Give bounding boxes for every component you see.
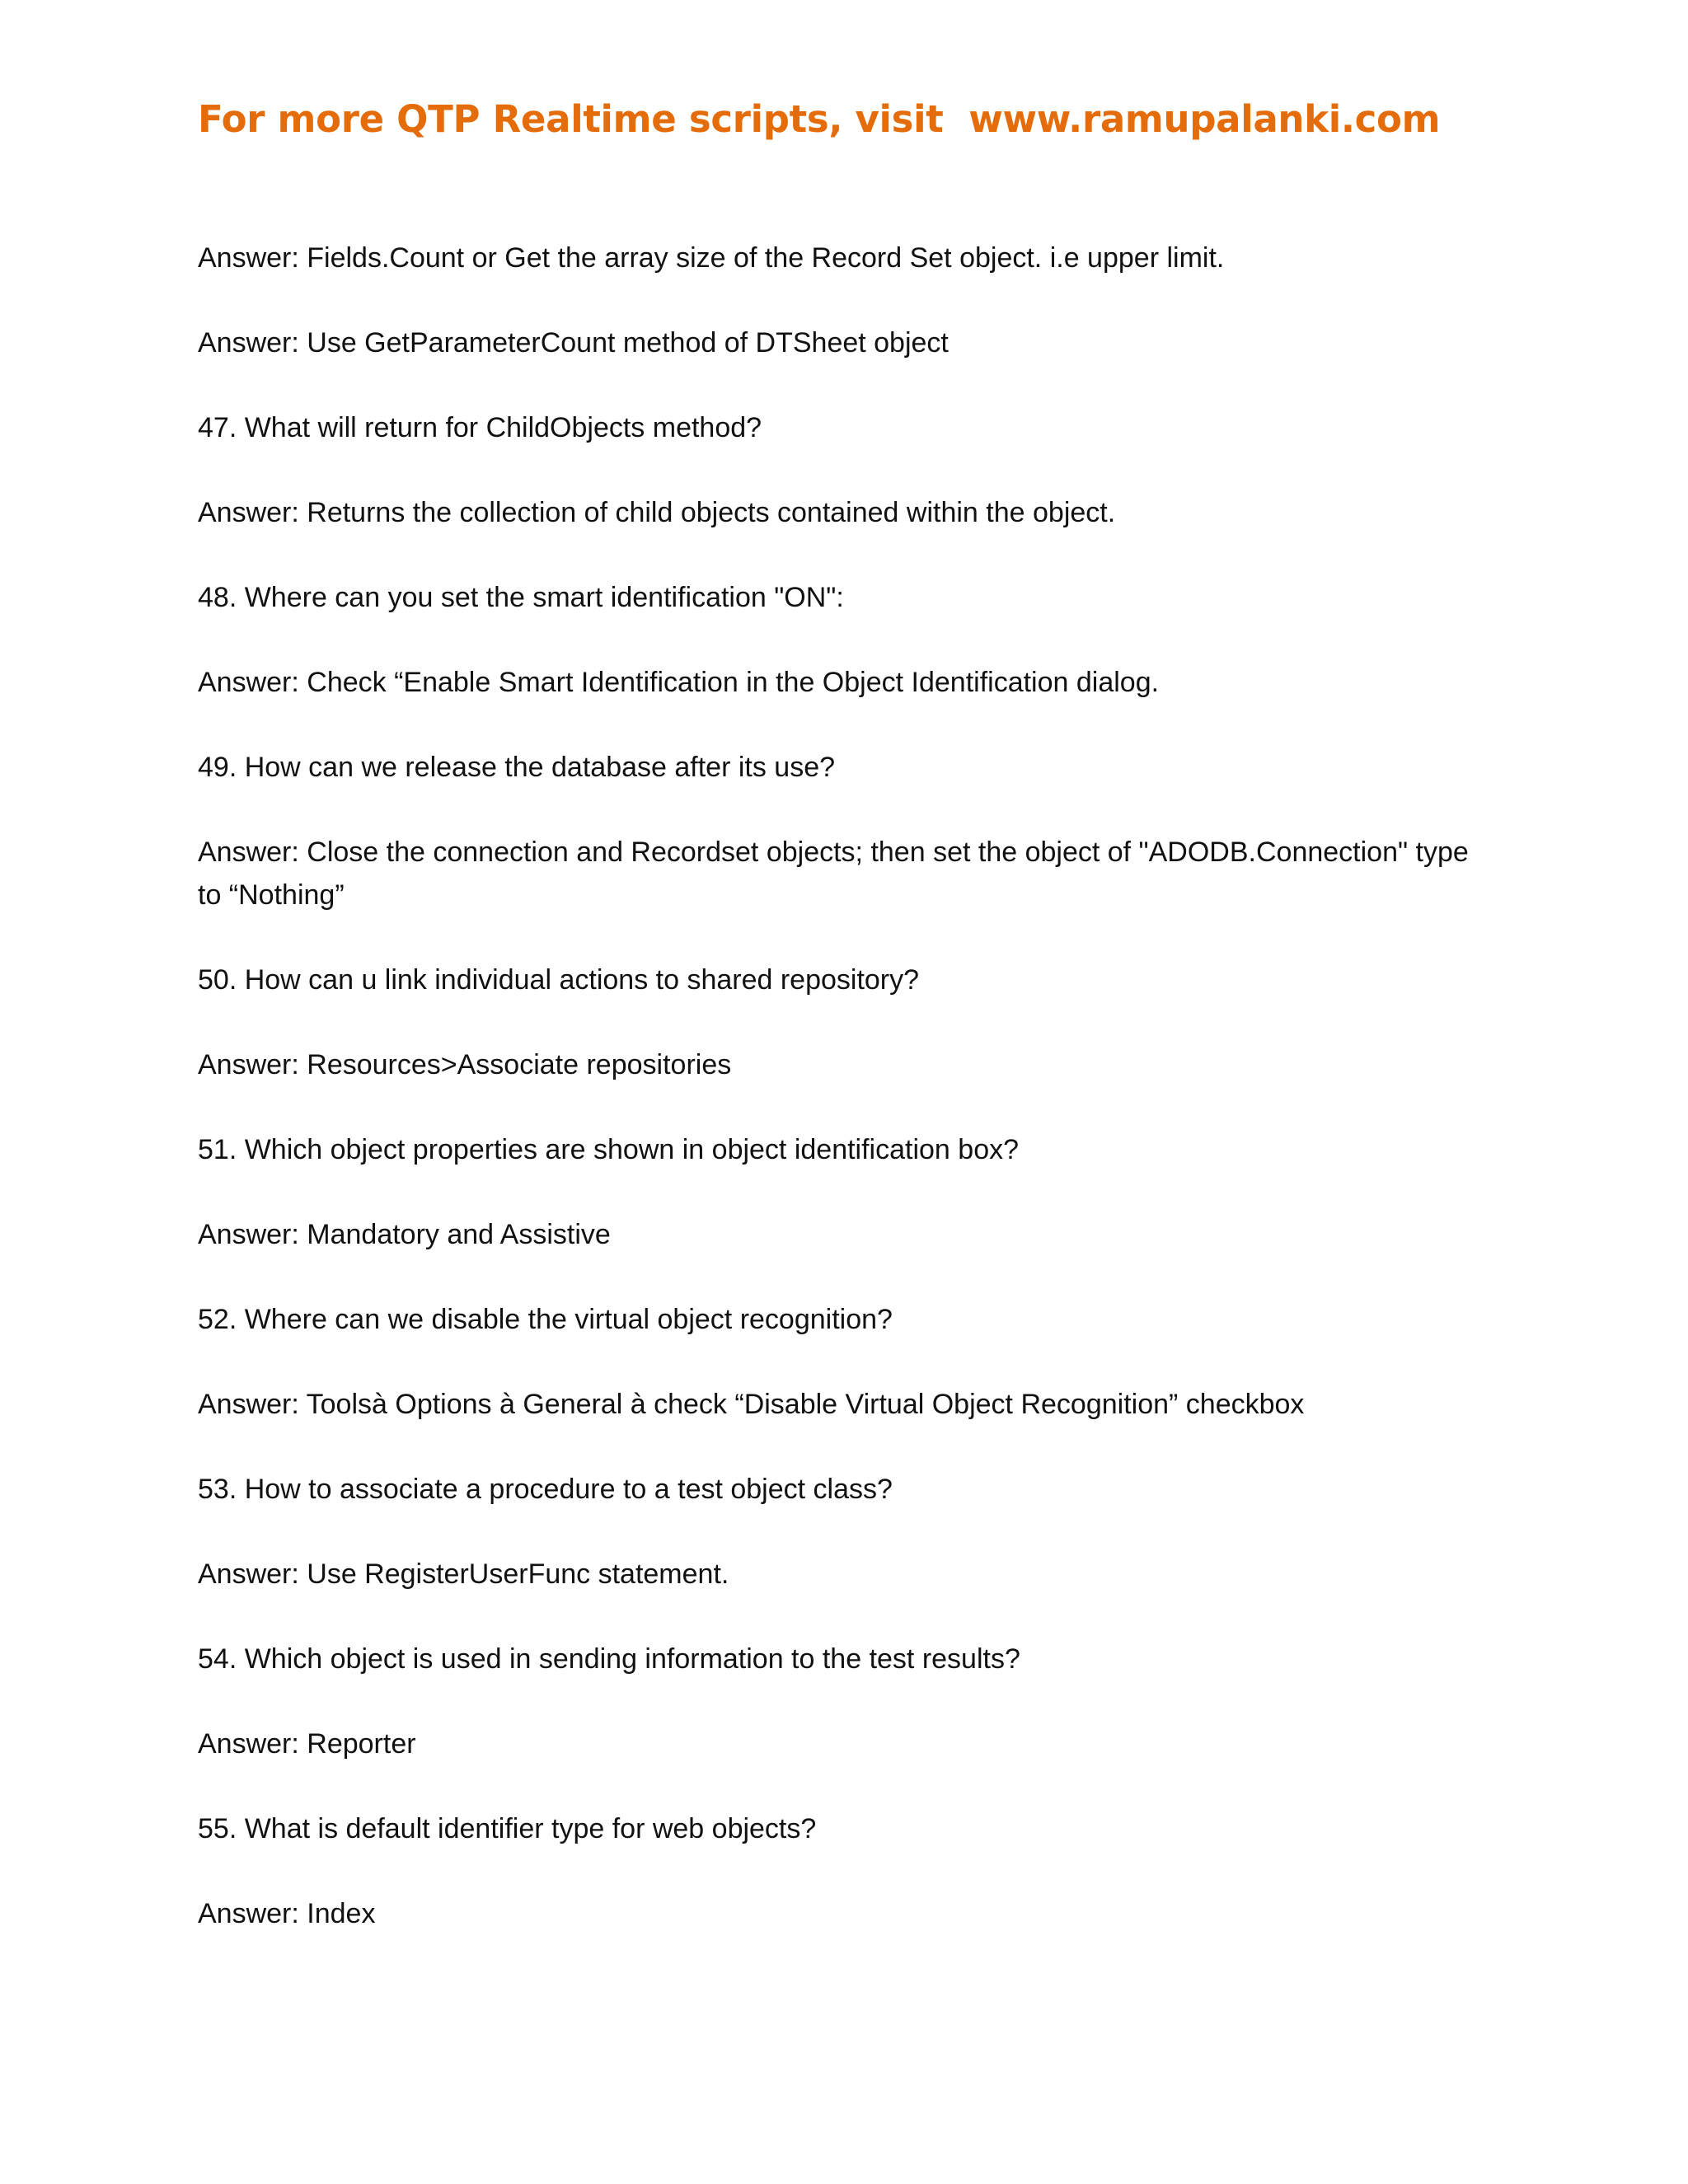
answer-paragraph: Answer: Fields.Count or Get the array size of the Record Set object. i.e upper limit. (198, 242, 1225, 274)
answer-paragraph: Answer: Check “Enable Smart Identification in the Object Identification dialog. (198, 667, 1160, 698)
answer-paragraph: Answer: Use GetParameterCount method of DTSheet object (198, 327, 949, 359)
promo-header: For more QTP Realtime scripts, visit www.ramupalanki.com (198, 97, 1441, 141)
question-paragraph: 53. How to associate a procedure to a test object class? (198, 1474, 893, 1505)
answer-paragraph: Answer: Resources>Associate repositories (198, 1049, 732, 1080)
answer-paragraph: Answer: Toolsà Options à General à check “Disable Virtual Object Recognition” checkbox (198, 1389, 1305, 1420)
question-paragraph: 48. Where can you set the smart identification "ON": (198, 582, 844, 613)
question-paragraph: 52. Where can we disable the virtual object recognition? (198, 1304, 893, 1335)
question-paragraph: 51. Which object properties are shown in object identification box? (198, 1134, 1020, 1165)
answer-paragraph: Answer: Reporter (198, 1728, 416, 1760)
answer-paragraph: Answer: Use RegisterUserFunc statement. (198, 1558, 729, 1590)
question-paragraph: 50. How can u link individual actions to shared repository? (198, 964, 920, 996)
question-paragraph: 54. Which object is used in sending information to the test results? (198, 1643, 1020, 1675)
answer-paragraph: Answer: Close the connection and Recordset objects; then set the object of "ADODB.Connection" type to “Nothing” (198, 837, 1469, 911)
qa-content (198, 237, 1484, 1977)
answer-paragraph: Answer: Returns the collection of child objects contained within the object. (198, 497, 1116, 528)
answer-paragraph: Answer: Mandatory and Assistive (198, 1219, 611, 1250)
question-paragraph: 55. What is default identifier type for web objects? (198, 1813, 817, 1844)
question-paragraph: 49. How can we release the database after its use? (198, 752, 836, 783)
question-paragraph: 47. What will return for ChildObjects method? (198, 412, 762, 443)
answer-paragraph: Answer: Index (198, 1898, 376, 1929)
